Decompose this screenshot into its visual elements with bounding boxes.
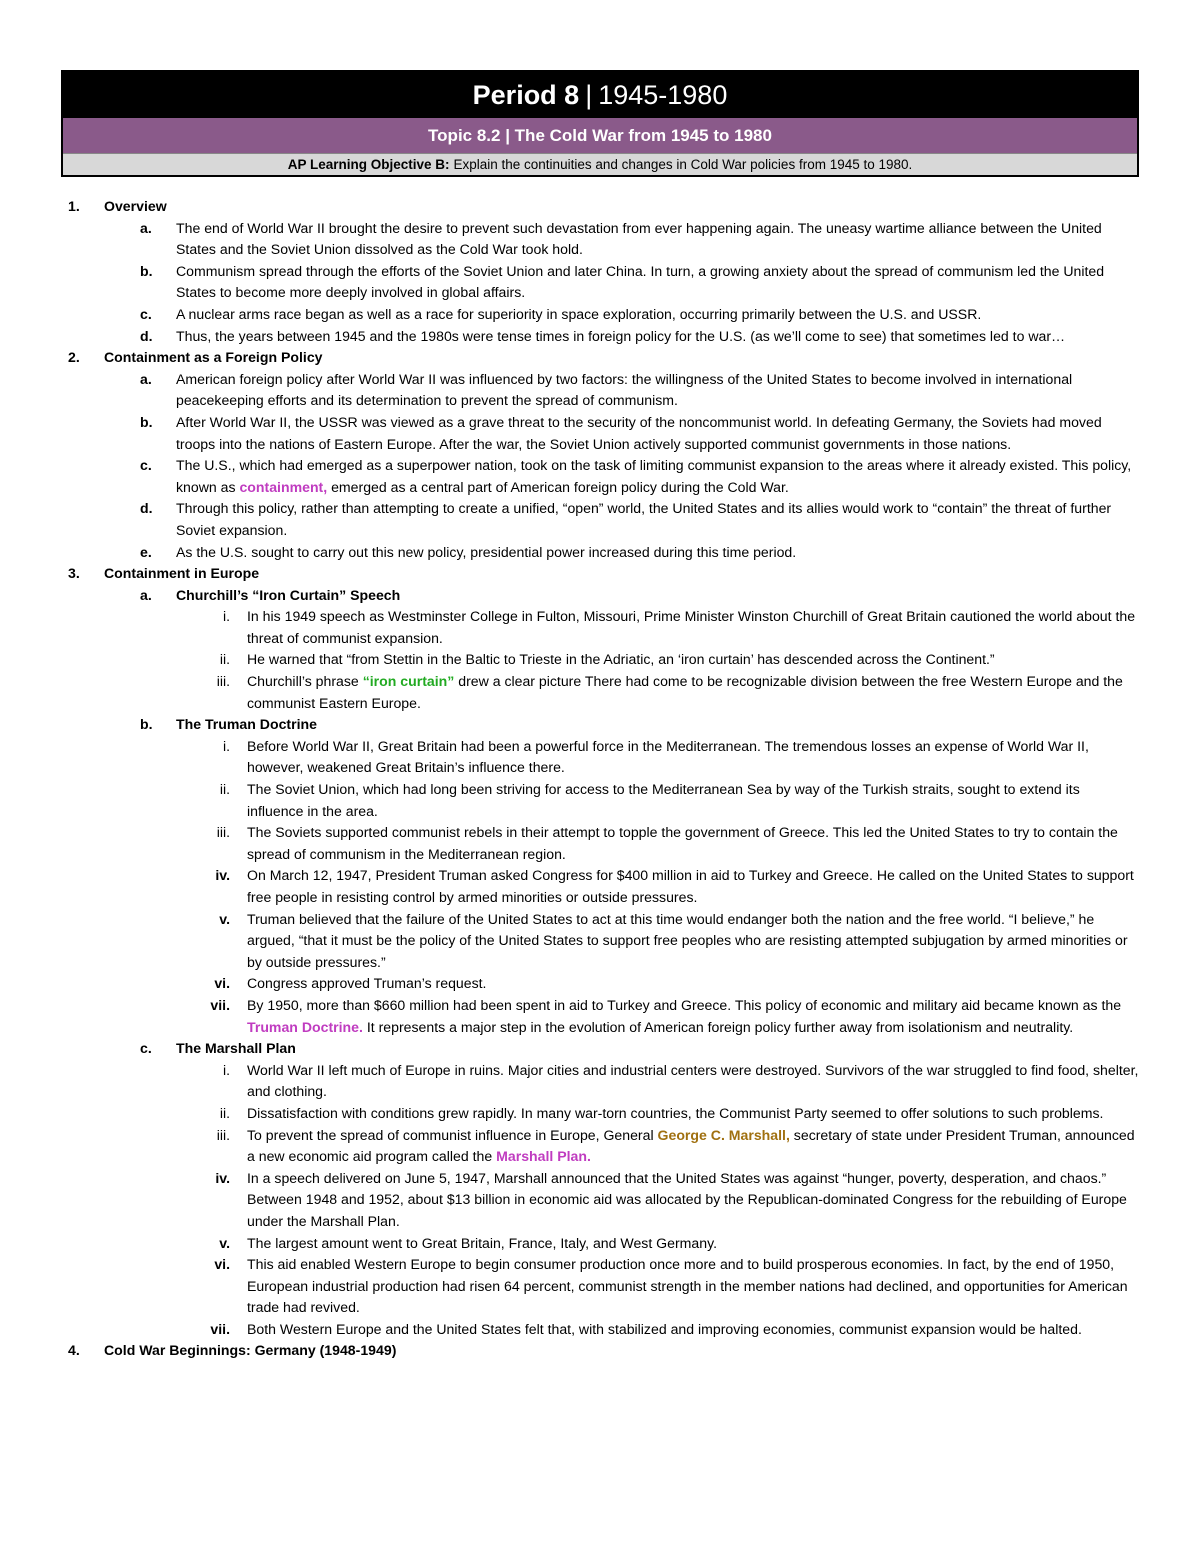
term-containment: containment, [239, 478, 328, 495]
item-numeral: v. [219, 1234, 230, 1251]
item-text [247, 995, 1140, 1038]
subsection-title: The Marshall Plan [176, 1040, 296, 1057]
list-item [0, 1103, 1200, 1125]
term-marshall-plan: Marshall Plan. [496, 1148, 591, 1165]
item-numeral: i. [222, 737, 230, 754]
item-letter: e. [140, 543, 152, 560]
list-item [0, 369, 1200, 412]
section-title: Cold War Beginnings: Germany (1948-1949) [104, 1342, 397, 1359]
section-title: Overview [104, 198, 167, 214]
item-text: Dissatisfaction with conditions grew rapidly. In many war-torn countries, the Communist Party seemed to offer solutions to such problems. [247, 1104, 1104, 1121]
item-text: American foreign policy after World War II was influenced by two factors: the willingness of the United States to become involved in international peacekeeping efforts and its determination to prevent the spread of communism. [176, 370, 1073, 409]
item-letter: a. [140, 219, 152, 236]
item-numeral: i. [222, 608, 230, 625]
text-run: Churchill’s phrase [247, 673, 363, 690]
item-numeral: vi. [214, 975, 230, 992]
text-run: emerged as a central part of American foreign policy during the Cold War. [327, 478, 789, 495]
section-containment [0, 347, 1200, 369]
section-germany [0, 1340, 1200, 1362]
term-truman-doctrine: Truman Doctrine. [247, 1018, 363, 1035]
objective-label: AP Learning Objective B: [287, 157, 450, 172]
list-item [0, 649, 1200, 671]
item-text: The Soviets supported communist rebels in their attempt to topple the government of Greece. This led the United States to try to contain the spread of communism in the Mediterranean region. [247, 824, 1118, 862]
item-text: On March 12, 1947, President Truman asked Congress for $400 million in aid to Turkey and Greece. He called on the United States to support free people in resisting control by armed minorities or outside pressures. [247, 867, 1134, 905]
period-years: 1945-1980 [598, 79, 728, 110]
item-numeral: iv. [215, 867, 230, 884]
item-numeral: i. [222, 1061, 230, 1078]
list-item [0, 1319, 1200, 1341]
subsection-title: Churchill’s “Iron Curtain” Speech [176, 586, 401, 603]
item-text: Through this policy, rather than attempting to create a unified, “open” world, the United States and its allies would work to “contain” the threat of further Soviet expansion. [176, 500, 1112, 538]
list-item [0, 1060, 1200, 1103]
item-numeral: ii. [219, 781, 230, 798]
list-item [0, 455, 1200, 498]
list-item [0, 995, 1200, 1038]
item-text: Thus, the years between 1945 and the 1980s were tense times in foreign policy for the U.S. (as we’ll come to see) that sometimes led to war… [176, 327, 1066, 344]
list-item [0, 218, 1200, 261]
list-item [0, 736, 1200, 779]
section-overview [0, 196, 1200, 218]
list-item [0, 261, 1200, 304]
subsection-marshall-plan [0, 1038, 1200, 1060]
item-letter: a. [140, 586, 152, 603]
subsection-truman-doctrine [0, 714, 1200, 736]
term-george-marshall: George C. Marshall, [657, 1126, 790, 1143]
item-letter: d. [140, 500, 153, 517]
list-item [0, 909, 1200, 974]
item-letter: d. [140, 327, 153, 344]
item-numeral: vii. [210, 996, 230, 1013]
learning-objective [63, 153, 1137, 175]
list-item [0, 412, 1200, 455]
item-numeral: iii. [216, 1126, 230, 1143]
item-text [247, 671, 1140, 714]
section-containment-europe [0, 563, 1200, 585]
outline-body [0, 196, 1200, 1362]
section-number: 3. [68, 565, 80, 582]
item-text [247, 1125, 1140, 1168]
list-item [0, 865, 1200, 908]
list-item [0, 498, 1200, 541]
text-run: By 1950, more than $660 million had been spent in aid to Turkey and Greece. This policy of economic and military aid became known as the [247, 996, 1122, 1013]
text-run: It represents a major step in the evolution of American foreign policy further away from isolationism and neutrality. [362, 1018, 1074, 1035]
item-text: He warned that “from Stettin in the Baltic to Trieste in the Adriatic, an ‘iron curtain’ has descended across the Continent.” [247, 651, 995, 668]
list-item [0, 326, 1200, 348]
item-letter: c. [140, 305, 152, 322]
item-text: Congress approved Truman’s request. [247, 975, 487, 992]
list-item [0, 822, 1200, 865]
item-text: Before World War II, Great Britain had been a powerful force in the Mediterranean. The tremendous losses an expense of World War II, however, weakened Great Britain’s influence there. [247, 737, 1089, 776]
subsection-iron-curtain [0, 585, 1200, 607]
list-item [0, 779, 1200, 822]
item-numeral: vii. [210, 1320, 230, 1337]
text-run: To prevent the spread of communist influence in Europe, General [247, 1126, 658, 1143]
objective-text: Explain the continuities and changes in Cold War policies from 1945 to 1980. [453, 157, 913, 172]
section-number: 4. [68, 1342, 80, 1359]
subsection-title: The Truman Doctrine [176, 716, 317, 733]
list-item [0, 606, 1200, 649]
list-item [0, 1125, 1200, 1168]
item-text: This aid enabled Western Europe to begin consumer production once more and to build prosperous economies. In fact, by the end of 1950, European industrial production had risen 64 percent, communist strength in the member nations had declined, and opportunities for American trade had revived. [247, 1256, 1128, 1316]
list-item [0, 1168, 1200, 1233]
list-item [0, 304, 1200, 326]
item-numeral: ii. [219, 1104, 230, 1121]
item-text: Communism spread through the efforts of the Soviet Union and later China. In turn, a growing anxiety about the spread of communism led the United States to become more deeply involved in global affairs. [176, 262, 1105, 301]
period-separator: | [585, 79, 593, 110]
item-letter: b. [140, 262, 153, 279]
text-run: drew a clear picture There had come to be recognizable division between the free Western Europe and the communist Eastern Europe. [247, 673, 1123, 711]
period-heading [63, 72, 1137, 118]
list-item [0, 973, 1200, 995]
topic-heading: Topic 8.2 | The Cold War from 1945 to 1980 [63, 118, 1137, 153]
item-numeral: v. [219, 910, 230, 927]
item-numeral: iv. [215, 1169, 230, 1186]
item-text: A nuclear arms race began as well as a race for superiority in space exploration, occurring primarily between the U.S. and USSR. [176, 305, 982, 322]
period-label: Period 8 [472, 79, 580, 110]
text-run: secretary of state under President Truman, announced a new economic aid program called the [247, 1126, 1135, 1165]
list-item [0, 1254, 1200, 1319]
list-item [0, 542, 1200, 564]
item-letter: b. [140, 716, 153, 733]
item-text: The Soviet Union, which had long been striving for access to the Mediterranean Sea by way of the Turkish straits, sought to extend its influence in the area. [247, 781, 1080, 819]
section-title: Containment in Europe [104, 565, 260, 582]
text-run: The U.S., which had emerged as a superpower nation, took on the task of limiting communist expansion to the areas where it already existed. This policy, known as [176, 457, 1132, 495]
list-item [0, 671, 1200, 714]
item-text: The end of World War II brought the desire to prevent such devastation from ever happening again. The uneasy wartime alliance between the United States and the Soviet Union dissolved as the Cold War took hold. [176, 219, 1102, 258]
item-letter: a. [140, 370, 152, 387]
item-letter: c. [140, 457, 152, 474]
item-letter: b. [140, 413, 153, 430]
term-iron-curtain: “iron curtain” [362, 673, 455, 690]
item-numeral: iii. [216, 673, 230, 690]
item-text: World War II left much of Europe in ruins. Major cities and industrial centers were destroyed. Survivors of the war struggled to find food, shelter, and clothing. [247, 1061, 1139, 1100]
item-numeral: vi. [214, 1256, 230, 1273]
item-text: In his 1949 speech as Westminster College in Fulton, Missouri, Prime Minister Winston Churchill of Great Britain cautioned the world about the threat of communist expansion. [247, 608, 1136, 646]
item-text: After World War II, the USSR was viewed as a grave threat to the security of the noncommunist world. In defeating Germany, the Soviets had moved troops into the nations of Eastern Europe. After the war, the Soviet Union actively supported communist governments in those nations. [176, 413, 1102, 452]
item-numeral: iii. [216, 824, 230, 841]
item-text: As the U.S. sought to carry out this new policy, presidential power increased during this time period. [176, 543, 797, 560]
item-text: The largest amount went to Great Britain, France, Italy, and West Germany. [247, 1234, 717, 1251]
list-item [0, 1233, 1200, 1255]
section-title: Containment as a Foreign Policy [104, 349, 323, 366]
item-text [176, 455, 1140, 498]
item-text: In a speech delivered on June 5, 1947, Marshall announced that the United States was against “hunger, poverty, desperation, and chaos.” Between 1948 and 1952, about $13 billion in economic aid was allocated by the Republican-dominated Congress for the rebuilding of Europe under the Marshall Plan. [247, 1169, 1127, 1229]
section-number: 1. [68, 198, 80, 214]
item-text: Both Western Europe and the United States felt that, with stabilized and improving economies, communist expansion would be halted. [247, 1320, 1082, 1337]
title-banner [61, 70, 1139, 177]
item-text: Truman believed that the failure of the United States to act at this time would endanger both the nation and the free world. “I believe,” he argued, “that it must be the policy of the United States to support free peoples who are resisting attempted subjugation by armed minorities or by outside pressures.” [247, 910, 1128, 970]
section-number: 2. [68, 349, 80, 366]
item-letter: c. [140, 1040, 152, 1057]
item-numeral: ii. [219, 651, 230, 668]
